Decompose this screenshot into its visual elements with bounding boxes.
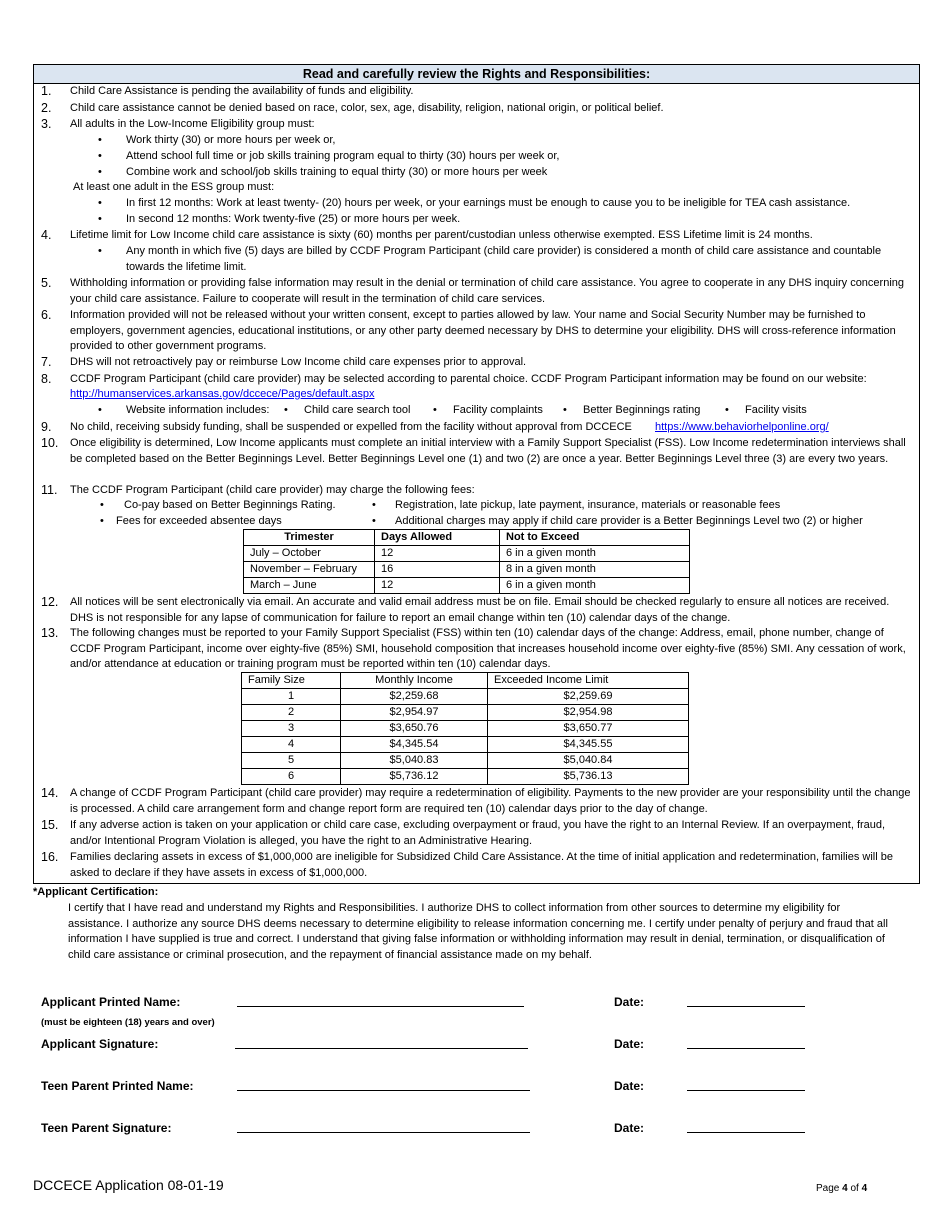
item-number: 6. [41, 308, 52, 322]
bullet: • [98, 197, 102, 209]
table-cell: 6 in a given month [500, 546, 690, 562]
table-row [242, 689, 689, 705]
teen-parent-signature-field[interactable] [237, 1132, 530, 1133]
ess-label: At least one adult in the ESS group must: [73, 181, 275, 193]
item-text: All adults in the Low-Income Eligibility group must: [70, 118, 315, 130]
table-cell: 12 [375, 578, 500, 594]
bullet: • [372, 499, 376, 511]
item-number: 14. [41, 786, 59, 800]
website-info-item: Child care search tool [304, 404, 411, 416]
table-row [242, 721, 689, 737]
teen-parent-name-field[interactable] [237, 1090, 530, 1091]
bullet: • [98, 166, 102, 178]
teen-parent-signature-date-field[interactable] [687, 1132, 805, 1133]
item-number: 16. [41, 850, 59, 864]
item-text: Child care assistance cannot be denied based on race, color, sex, age, disability, religion, national origin, or political belief. [70, 102, 664, 114]
applicant-name-date-field[interactable] [687, 1006, 805, 1007]
item-text: Child Care Assistance is pending the availability of funds and eligibility. [70, 85, 414, 97]
table-cell: $5,736.12 [341, 769, 488, 785]
item-number: 7. [41, 355, 52, 369]
table-cell: 3 [242, 721, 341, 737]
applicant-signature-field[interactable] [235, 1048, 528, 1049]
item-text: Withholding information or providing false information may result in the denial or termination of child care assistance. You agree to cooperate in any DHS inquiry concerning your child care assistance. Failure to cooperate will result in the termination of child care services. [70, 277, 905, 305]
applicant-age-note: (must be eighteen (18) years and over) [41, 1017, 215, 1028]
table-cell: $4,345.54 [341, 737, 488, 753]
dccece-website-link[interactable]: http://humanservices.arkansas.gov/dccece/Pages/default.aspx [70, 388, 375, 400]
item-text: Information provided will not be released without your written consent, except to parties allowed by law. Your name and Social Security Number may be furnished to employers, government agencies, educational institutions, or any other party deemed necessary by DHS to determine your eligibility. DHS will cross-reference information provided to other government programs. [70, 309, 896, 353]
bullet: • [563, 404, 567, 416]
date-label: Date: [614, 995, 645, 1009]
behavior-help-link[interactable]: https://www.behaviorhelponline.org/ [655, 421, 829, 433]
page-total: 4 [861, 1183, 868, 1194]
fee-item: Additional charges may apply if child care provider is a Better Beginnings Level two (2) or higher [395, 515, 863, 527]
table-row [244, 578, 690, 594]
table-cell: 1 [242, 689, 341, 705]
item-number: 5. [41, 276, 52, 290]
table-cell: $5,736.13 [488, 769, 689, 785]
item-number: 10. [41, 436, 59, 450]
bullet: • [100, 515, 104, 527]
page-of: of [847, 1183, 862, 1194]
table-cell: 6 [242, 769, 341, 785]
item-text: Once eligibility is determined, Low Income applicants must complete an initial interview with a Family Support Specialist (FSS). Low Income redetermination interviews shall be completed based on the Better Beginnings Level. Better Beginnings Level one (1) and two (2) are once a year. Better Beginnings Level three (3) are every two years. [70, 437, 906, 465]
item-text: If any adverse action is taken on your application or child care case, excluding overpayment or fraud, you have the right to an Internal Review. If an overpayment, fraud, and/or Intentional Program Violation is alleged, you have the right to an Administrative Hearing. [70, 819, 886, 847]
bullet-text: Any month in which five (5) days are billed by CCDF Program Participant (child care provider) is considered a month of child care assistance and countable towards the lifetime limit. [126, 245, 882, 273]
bullet-text: Work thirty (30) or more hours per week or, [126, 134, 336, 146]
table-cell: July – October [244, 546, 375, 562]
fee-item: Registration, late pickup, late payment, insurance, materials or reasonable fees [395, 499, 781, 511]
table-header: Family Size [242, 673, 341, 689]
bullet: • [98, 150, 102, 162]
table-cell: $2,259.69 [488, 689, 689, 705]
applicant-name-field[interactable] [237, 1006, 524, 1007]
table-row [242, 737, 689, 753]
item-number: 8. [41, 372, 52, 386]
certification-title: *Applicant Certification: [33, 886, 159, 898]
income-table [241, 672, 689, 785]
table-cell: $2,954.97 [341, 705, 488, 721]
table-row [242, 769, 689, 785]
table-cell: 2 [242, 705, 341, 721]
page-number [816, 1181, 867, 1197]
fee-item: Fees for exceeded absentee days [116, 515, 282, 527]
table-cell: March – June [244, 578, 375, 594]
section-header: Read and carefully review the Rights and Responsibilities: [34, 65, 919, 84]
table-cell: 4 [242, 737, 341, 753]
table-cell: 12 [375, 546, 500, 562]
bullet: • [433, 404, 437, 416]
website-info-item: Better Beginnings rating [583, 404, 701, 416]
bullet: • [725, 404, 729, 416]
table-header: Trimester [244, 530, 375, 546]
item-number: 2. [41, 101, 52, 115]
item-number: 4. [41, 228, 52, 242]
applicant-name-label: Applicant Printed Name: [41, 995, 181, 1009]
table-cell: 6 in a given month [500, 578, 690, 594]
bullet: • [98, 404, 102, 416]
table-header-row [244, 530, 690, 546]
table-header: Not to Exceed [500, 530, 690, 546]
bullet-text: In second 12 months: Work twenty-five (25) or more hours per week. [126, 213, 461, 225]
item-number: 12. [41, 595, 59, 609]
table-cell: 5 [242, 753, 341, 769]
bullet-text: Attend school full time or job skills training program equal to thirty (30) hours per week or, [126, 150, 560, 162]
absence-table [243, 529, 690, 594]
bullet: • [98, 213, 102, 225]
item-text: No child, receiving subsidy funding, shall be suspended or expelled from the facility without approval from DCCECE [70, 421, 632, 433]
table-row [242, 705, 689, 721]
table-row [244, 562, 690, 578]
form-id: DCCECE Application 08-01-19 [33, 1177, 224, 1193]
table-cell: $3,650.76 [341, 721, 488, 737]
item-number: 3. [41, 117, 52, 131]
table-cell: $3,650.77 [488, 721, 689, 737]
bullet-text: In first 12 months: Work at least twenty- (20) hours per week, or your earnings must be enough to cause you to be ineligible for TEA cash assistance. [126, 197, 851, 209]
bullet: • [100, 499, 104, 511]
table-cell: $4,345.55 [488, 737, 689, 753]
bullet: • [98, 134, 102, 146]
teen-parent-name-date-field[interactable] [687, 1090, 805, 1091]
certification-text: I certify that I have read and understand my Rights and Responsibilities. I authorize DHS to collect information from other sources to determine my eligibility for assistance. I authorize any source DHS deems necessary to determine eligibility to release information concerning me. I certify under penalty of perjury and fraud that all information I have supplied is true and correct. I understand that giving false information or withholding information may result in denial, termination, or disqualification of child care assistance or criminal prosecution, and the repayment of financial assistance made on my behalf. [68, 902, 888, 961]
date-label: Date: [614, 1121, 645, 1135]
table-header: Exceeded Income Limit [488, 673, 689, 689]
teen-parent-name-label: Teen Parent Printed Name: [41, 1079, 194, 1093]
item-text: The following changes must be reported to your Family Support Specialist (FSS) within ten (10) calendar days of the change: Address, email, phone number, change of CCDF Program Participant, income over eighty-five (85%) SMI, household composition that increases household income over eighty-five (85%) SMI. Any cessation of work, and/or attendance at education or training program must be reported within ten (10) calendar days. [70, 627, 906, 671]
item-text: A change of CCDF Program Participant (child care provider) may require a redetermination of eligibility. Payments to the new provider are your responsibility until the change is processed. A child care arrangement form and change report form are required ten (10) calendar days prior to the day of change. [70, 787, 911, 815]
table-cell: $2,954.98 [488, 705, 689, 721]
item-text: Lifetime limit for Low Income child care assistance is sixty (60) months per parent/custodian unless otherwise exempted. ESS Lifetime limit is 24 months. [70, 229, 813, 241]
table-header: Days Allowed [375, 530, 500, 546]
teen-parent-signature-label: Teen Parent Signature: [41, 1121, 172, 1135]
table-row [242, 753, 689, 769]
bullet: • [284, 404, 288, 416]
item-text: DHS will not retroactively pay or reimburse Low Income child care expenses prior to approval. [70, 356, 527, 368]
table-cell: 16 [375, 562, 500, 578]
table-cell: $5,040.83 [341, 753, 488, 769]
table-header: Monthly Income [341, 673, 488, 689]
item-text: CCDF Program Participant (child care provider) may be selected according to parental choice. CCDF Program Participant information may be found on our website: [70, 373, 867, 385]
table-cell: $5,040.84 [488, 753, 689, 769]
item-number: 13. [41, 626, 59, 640]
fee-item: Co-pay based on Better Beginnings Rating. [124, 499, 336, 511]
applicant-signature-date-field[interactable] [687, 1048, 805, 1049]
item-number: 9. [41, 420, 52, 434]
bullet: • [98, 245, 102, 257]
table-cell: November – February [244, 562, 375, 578]
date-label: Date: [614, 1079, 645, 1093]
bullet: • [372, 515, 376, 527]
item-number: 11. [41, 483, 58, 497]
applicant-signature-label: Applicant Signature: [41, 1037, 159, 1051]
table-cell: 8 in a given month [500, 562, 690, 578]
table-cell: $2,259.68 [341, 689, 488, 705]
website-info-item: Facility visits [745, 404, 807, 416]
item-number: 1. [41, 84, 52, 98]
date-label: Date: [614, 1037, 645, 1051]
table-header-row [242, 673, 689, 689]
item-text: All notices will be sent electronically via email. An accurate and valid email address must be on file. Email should be checked regularly to ensure all notices are received. DHS is not responsible for any lapse of communication for failure to report an email change within ten (10) calendar days of the change. [70, 596, 890, 624]
bullet-text: Combine work and school/job skills training to equal thirty (30) or more hours per week [126, 166, 548, 178]
item-text: Families declaring assets in excess of $1,000,000 are ineligible for Subsidized Child Care Assistance. At the time of initial application and redetermination, families will be asked to declare if they have assets in excess of $1,000,000. [70, 851, 893, 879]
page-current: 4 [842, 1183, 848, 1194]
table-row [244, 546, 690, 562]
item-number: 15. [41, 818, 59, 832]
website-info-label: Website information includes: [126, 404, 270, 416]
website-info-item: Facility complaints [453, 404, 543, 416]
item-text: The CCDF Program Participant (child care provider) may charge the following fees: [70, 484, 475, 496]
page-prefix: Page [816, 1183, 843, 1194]
